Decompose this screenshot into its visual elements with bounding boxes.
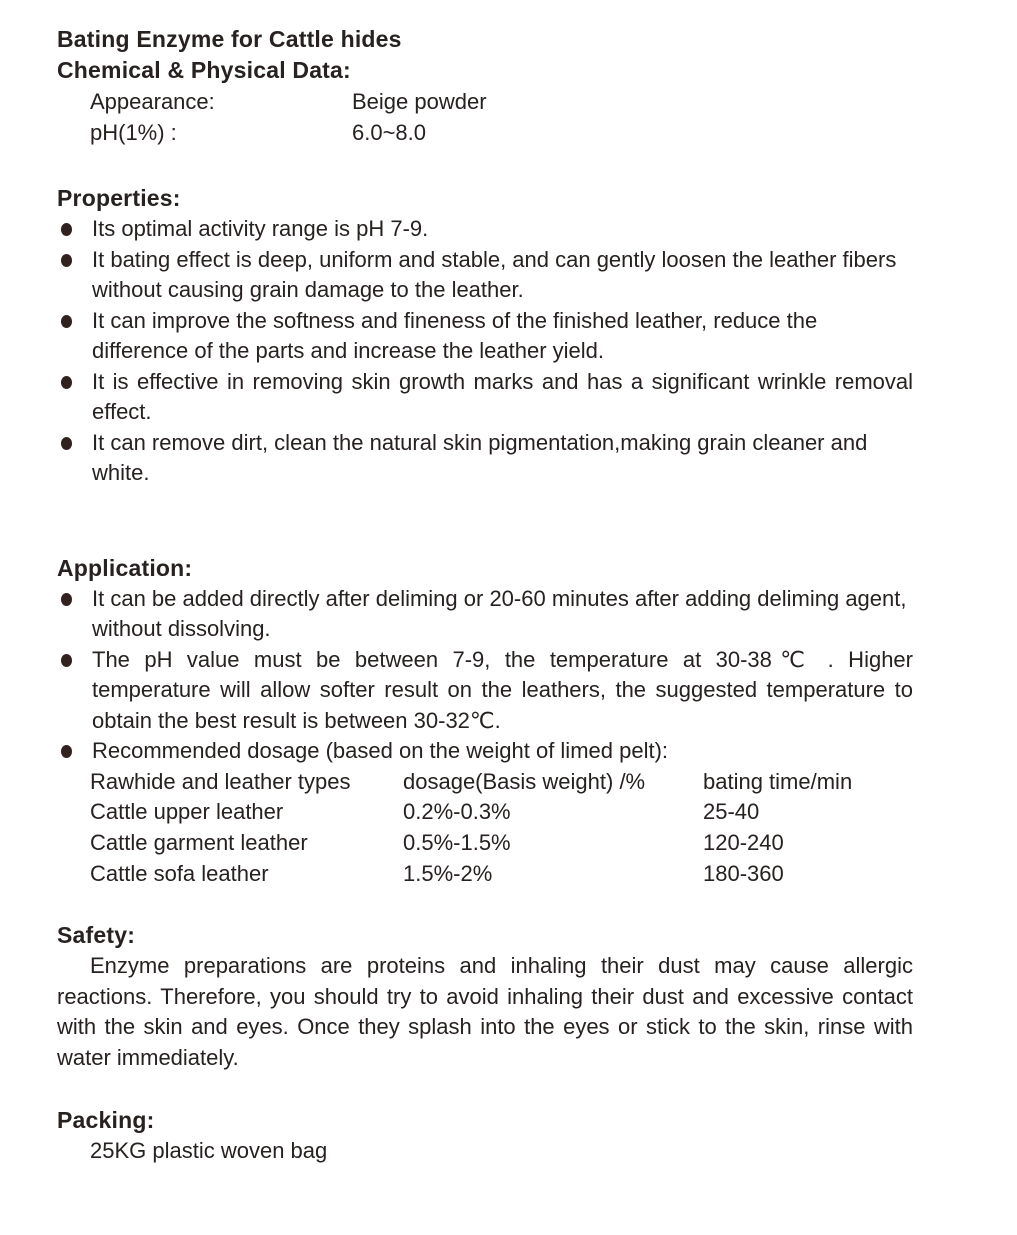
packing-value: 25KG plastic woven bag [90, 1138, 328, 1164]
table-row [90, 828, 969, 859]
spec-label: Appearance: [90, 89, 215, 114]
spec-row-ph [90, 117, 969, 148]
bullet-marker [61, 376, 72, 389]
spec-value: Beige powder [352, 89, 487, 114]
bullet-marker [61, 315, 72, 328]
bullet-text: It is effective in removing skin growth marks and has a significant wrinkle removal effect. [92, 368, 913, 424]
application-heading: Application: [57, 554, 193, 581]
bullet-text: It bating effect is deep, uniform and stable, and can gently loosen the leather fibers without causing grain damage to the leather. [92, 246, 897, 302]
spec-label: pH(1%) : [90, 120, 177, 145]
table-cell-dosage: 0.5%-1.5% [403, 829, 511, 855]
bullet-text: It can be added directly after deliming or 20-60 minutes after adding deliming agent, without dissolving. [92, 585, 907, 641]
safety-heading: Safety: [57, 922, 136, 949]
table-row [90, 797, 969, 828]
table-cell-type: Cattle garment leather [90, 829, 308, 855]
bullet-marker [61, 745, 72, 758]
safety-paragraph: Enzyme preparations are proteins and inhaling their dust may cause allergic reactions. Therefore, you should try to avoid inhaling their dust and excessive contact with the skin and eyes. Once they splash into the eyes or stick to the skin, rinse with water immediately. [57, 953, 913, 1070]
table-header-cell: dosage(Basis weight) /% [403, 768, 646, 794]
bullet-marker [61, 254, 72, 267]
table-row [90, 859, 969, 890]
list-item [57, 306, 969, 367]
list-item [57, 584, 969, 645]
spec-row-appearance [90, 86, 969, 117]
spec-value: 6.0~8.0 [352, 120, 427, 145]
bullet-marker [61, 223, 72, 236]
list-item [57, 645, 969, 737]
table-cell-type: Cattle upper leather [90, 799, 284, 825]
bullet-marker [61, 654, 72, 667]
bullet-text: It can remove dirt, clean the natural skin pigmentation,making grain cleaner and white. [92, 429, 868, 485]
table-header-cell: Rawhide and leather types [90, 768, 351, 794]
list-item [57, 214, 969, 245]
list-item [57, 367, 969, 428]
table-cell-dosage: 0.2%-0.3% [403, 799, 511, 825]
bullet-text: Its optimal activity range is pH 7-9. [92, 216, 429, 241]
list-item [57, 736, 969, 767]
table-cell-dosage: 1.5%-2% [403, 860, 493, 886]
table-cell-time: 120-240 [703, 829, 784, 855]
dosage-table [90, 767, 969, 890]
bullet-text: The pH value must be between 7-9, the temperature at 30-38℃ . Higher temperature will allow softer result on the leathers, the suggested temperature to obtain the best result is between 30-32℃. [92, 646, 913, 733]
properties-heading: Properties: [57, 185, 181, 211]
table-cell-type: Cattle sofa leather [90, 860, 269, 886]
packing-heading: Packing: [57, 1107, 155, 1134]
page-title: Bating Enzyme for Cattle hides [57, 26, 402, 52]
bullet-marker [61, 593, 72, 606]
bullet-marker [61, 437, 72, 450]
list-item [57, 245, 969, 306]
table-cell-time: 25-40 [703, 799, 760, 825]
table-cell-time: 180-360 [703, 860, 784, 886]
bullet-text: It can improve the softness and fineness of the finished leather, reduce the difference of the parts and increase the leather yield. [92, 307, 818, 363]
bullet-text: Recommended dosage (based on the weight of limed pelt): [92, 738, 669, 763]
chemical-physical-heading: Chemical & Physical Data: [57, 57, 351, 83]
list-item [57, 428, 969, 489]
table-header-row [90, 767, 969, 798]
table-header-cell: bating time/min [703, 768, 853, 794]
